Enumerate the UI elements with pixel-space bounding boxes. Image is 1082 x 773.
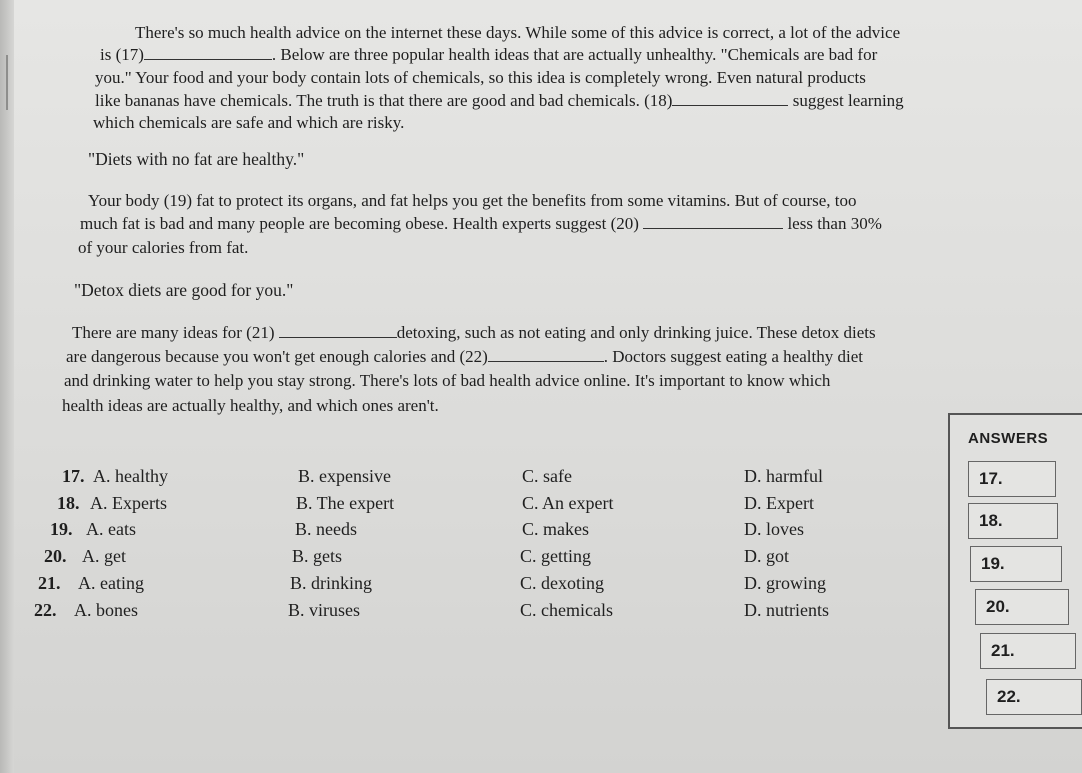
- page-edge: [0, 0, 14, 773]
- answer-field-19[interactable]: [970, 546, 1062, 582]
- question-number: 17.: [62, 466, 85, 486]
- blank-18[interactable]: [672, 91, 788, 106]
- option-c[interactable]: C. getting: [520, 546, 591, 566]
- paragraph-3-line-3: and drinking water to help you stay strong. There's lots of bad health advice online. It's important to know which: [64, 371, 831, 390]
- paragraph-3-line-2: [66, 346, 863, 369]
- option-b[interactable]: B. needs: [295, 519, 357, 539]
- answer-label: 17.: [979, 469, 1003, 488]
- option-c[interactable]: C. safe: [522, 466, 572, 486]
- blank-22[interactable]: [488, 347, 604, 362]
- answer-label: 19.: [981, 554, 1005, 573]
- answer-field-17[interactable]: [968, 461, 1056, 497]
- option-d[interactable]: D. loves: [744, 519, 804, 539]
- option-c[interactable]: C. chemicals: [520, 600, 613, 620]
- option-b[interactable]: B. gets: [292, 546, 343, 566]
- paragraph-1-line-5: which chemicals are safe and which are risky.: [93, 113, 405, 132]
- option-a[interactable]: A. healthy: [93, 466, 168, 486]
- answer-label: 18.: [979, 511, 1003, 530]
- paragraph-2-line-2: [80, 213, 882, 236]
- blank-21[interactable]: [279, 323, 397, 338]
- option-a[interactable]: A. bones: [74, 600, 138, 620]
- text-segment: like bananas have chemicals. The truth is that there are good and bad chemicals. (18): [95, 91, 673, 110]
- text-segment: There are many ideas for (21): [72, 323, 275, 342]
- text-segment: suggest learning: [792, 91, 904, 110]
- heading-quote-2: "Detox diets are good for you.": [74, 280, 294, 300]
- text-segment: are dangerous because you won't get enough calories and (22): [66, 347, 488, 366]
- question-number: 21.: [38, 573, 61, 593]
- question-number: 19.: [50, 519, 73, 539]
- paragraph-3-line-4: health ideas are actually healthy, and which ones aren't.: [62, 396, 439, 415]
- question-row-20: [0, 546, 940, 570]
- option-b[interactable]: B. expensive: [298, 466, 391, 486]
- heading-quote-1: "Diets with no fat are healthy.": [88, 149, 305, 169]
- answer-field-22[interactable]: [986, 679, 1082, 715]
- answers-title: ANSWERS: [968, 430, 1049, 447]
- text-segment: detoxing, such as not eating and only drinking juice. These detox diets: [396, 323, 876, 342]
- option-c[interactable]: C. dexoting: [520, 573, 604, 593]
- option-d[interactable]: D. harmful: [744, 466, 823, 486]
- paragraph-1-line-3: you." Your food and your body contain lots of chemicals, so this idea is completely wrong. Even natural products: [95, 68, 866, 87]
- option-d[interactable]: D. growing: [744, 573, 826, 593]
- paragraph-1-line-2: [100, 44, 877, 67]
- option-c[interactable]: C. An expert: [522, 493, 614, 513]
- question-number: 18.: [57, 493, 80, 513]
- question-number: 22.: [34, 600, 57, 620]
- option-a[interactable]: A. get: [82, 546, 126, 566]
- text-segment: much fat is bad and many people are becoming obese. Health experts suggest (20): [80, 214, 639, 233]
- answer-field-18[interactable]: [968, 503, 1058, 539]
- paragraph-2-line-3: of your calories from fat.: [78, 238, 249, 257]
- paragraph-3-line-1: [72, 322, 876, 345]
- option-a[interactable]: A. eating: [78, 573, 144, 593]
- option-b[interactable]: B. viruses: [288, 600, 360, 620]
- answer-field-21[interactable]: [980, 633, 1076, 669]
- option-d[interactable]: D. nutrients: [744, 600, 829, 620]
- question-row-21: [0, 573, 940, 597]
- option-d[interactable]: D. got: [744, 546, 789, 566]
- answer-field-20[interactable]: [975, 589, 1069, 625]
- paragraph-1-line-4: [95, 90, 904, 113]
- option-b[interactable]: B. The expert: [296, 493, 395, 513]
- option-d[interactable]: D. Expert: [744, 493, 814, 513]
- option-b[interactable]: B. drinking: [290, 573, 373, 593]
- question-number: 20.: [44, 546, 67, 566]
- text-segment: . Below are three popular health ideas that are actually unhealthy. "Chemicals are bad for: [271, 45, 878, 64]
- question-row-19: [0, 519, 940, 543]
- text-segment: is (17): [100, 45, 144, 64]
- answer-label: 21.: [991, 641, 1015, 660]
- text-segment: less than 30%: [787, 214, 882, 233]
- answer-label: 22.: [997, 687, 1021, 706]
- option-c[interactable]: C. makes: [522, 519, 589, 539]
- option-a[interactable]: A. eats: [86, 519, 136, 539]
- question-row-22: [0, 600, 940, 624]
- option-a[interactable]: A. Experts: [90, 493, 167, 513]
- question-row-17: [0, 466, 940, 490]
- answer-label: 20.: [986, 597, 1010, 616]
- blank-17[interactable]: [144, 45, 272, 60]
- text-segment: . Doctors suggest eating a healthy diet: [603, 347, 863, 366]
- paragraph-2-line-1: Your body (19) fat to protect its organs, and fat helps you get the benefits from some vitamins. But of course, too: [88, 191, 857, 210]
- blank-20[interactable]: [643, 214, 783, 229]
- paragraph-1-line-1: There's so much health advice on the internet these days. While some of this advice is correct, a lot of the advice: [135, 23, 901, 42]
- question-row-18: [0, 493, 940, 517]
- page-edge-mark: [6, 55, 8, 110]
